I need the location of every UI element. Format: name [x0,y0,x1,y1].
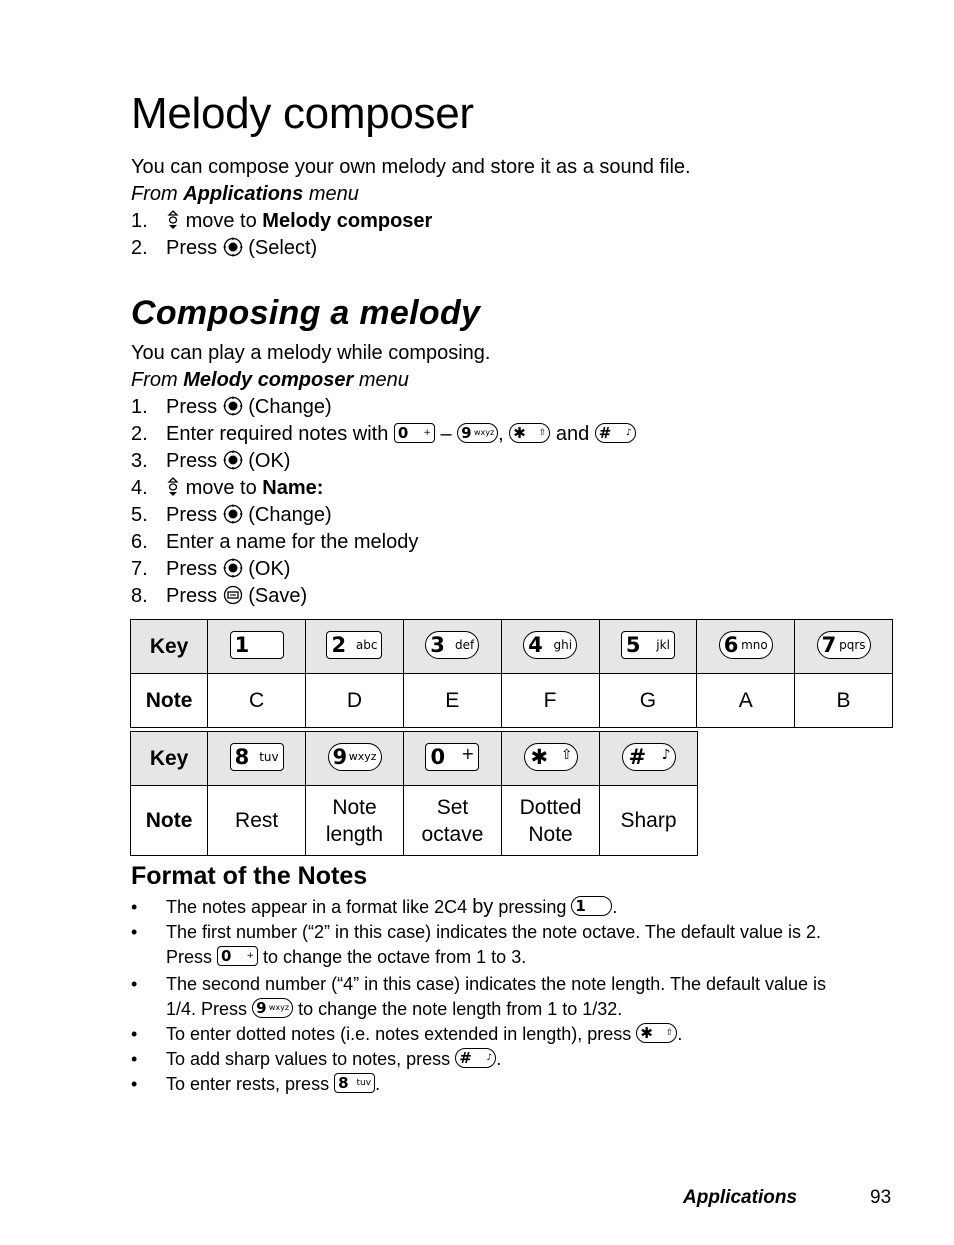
page-number: 93 [870,1187,892,1208]
select-key-icon [223,450,243,478]
composing-intro: You can play a melody while composing. [131,342,491,364]
list-item: • To enter rests, press 8 tuv . [131,1074,381,1094]
compose-step-8 [131,583,307,613]
step-action: (Save) [248,585,308,607]
key-cell [599,620,697,674]
note-cell: E [403,674,501,728]
step-target: Melody composer [262,210,433,232]
table-row [131,786,698,856]
key-hash-icon: # ♪ [455,1048,496,1068]
note-cell: A [697,674,795,728]
step-text: Enter a name for the melody [166,531,419,553]
key-cell [208,620,306,674]
step-number: 1. [131,396,148,418]
key-8-icon: 8 tuv [334,1073,375,1093]
step-text: Press [166,504,218,526]
from-menu-name: Applications [183,183,304,205]
step-action: (OK) [248,558,291,580]
note-cell-dotted: Dotted Note [502,786,600,856]
nav-key-icon [166,210,180,238]
step-text: Press [166,558,218,580]
note-cell: C [208,674,306,728]
key-cell [403,732,501,786]
step-number: 4. [131,477,148,499]
step-action: (OK) [248,450,291,472]
note-cell: B [795,674,893,728]
from-suffix: menu [308,183,359,205]
from-suffix: menu [358,369,409,391]
compose-step-1 [131,394,332,424]
list-item: • To add sharp values to notes, press # ♪ . [131,1049,502,1069]
intro-text: You can compose your own melody and store it as a sound file. [131,156,691,178]
notes-table-2 [130,731,698,856]
format-bullet-list [131,895,891,1097]
step-text: Press [166,450,218,472]
key-cell [306,732,404,786]
key-0-icon: 0 + [394,423,435,443]
from-melody-composer-menu [131,367,409,394]
key-8-icon: 8 tuv [230,743,284,771]
step-text: Press [166,585,218,607]
step-2 [131,235,317,265]
key-cell [697,620,795,674]
key-9-icon: 9 wxyz [457,423,498,443]
key-7-icon: 7 pqrs [817,631,871,659]
compose-step-7 [131,556,290,586]
table-row [131,674,893,728]
key-1-icon: 1 [230,631,284,659]
key-0-icon: 0 + [425,743,479,771]
step-text: move to [185,477,257,499]
list-item: • To enter dotted notes (i.e. notes extended in length), press ✱ ⇧ . [131,1024,683,1044]
key-cell [403,620,501,674]
from-applications-menu [131,181,359,208]
key-header: Key [131,732,208,786]
step-number: 2. [131,237,148,259]
key-star-icon: ✱ ⇧ [524,743,578,771]
note-header: Note [131,786,208,856]
key-cell [306,620,404,674]
select-key-icon [223,504,243,532]
list-item: • The notes appear in a format like 2C4 by pressing 1 . [131,896,618,918]
note-cell-length: Note length [306,786,404,856]
step-text: move to [185,210,257,232]
note-cell: F [501,674,599,728]
from-prefix: From [131,183,178,205]
key-cell [208,732,306,786]
section-heading-composing: Composing a melody [131,294,481,332]
compose-step-6 [131,529,418,556]
separator-comma: , [498,423,504,445]
step-number: 2. [131,423,148,445]
note-cell-octave: Set octave [403,786,501,856]
key-hash-icon: # ♪ [595,423,636,443]
note-header: Note [131,674,208,728]
key-4-icon: 4 ghi [523,631,577,659]
key-1-icon: 1 [571,896,612,916]
key-6-icon: 6 mno [719,631,773,659]
step-text: Enter required notes with [166,423,389,445]
note-cell: D [306,674,404,728]
key-cell [502,732,600,786]
nav-key-icon [166,477,180,505]
step-number: 5. [131,504,148,526]
step-number: 3. [131,450,148,472]
step-action: (Change) [248,504,332,526]
notes-table-1 [130,619,893,728]
key-star-icon: ✱ ⇧ [509,423,550,443]
step-text: Press [166,237,218,259]
soft-key-icon [223,585,243,613]
list-item: • The second number (“4” in this case) indicates the note length. The default value is 1/4. Press 9 wxyz to change the note length from 1 to 1/32. [131,974,827,1019]
key-0-icon: 0 + [217,946,258,966]
select-key-icon [223,396,243,424]
conjunction-and: and [555,423,590,445]
key-hash-icon: # ♪ [622,743,676,771]
key-header: Key [131,620,208,674]
range-dash: – [440,423,452,445]
section-heading-format: Format of the Notes [131,862,368,890]
key-9-icon: 9 wxyz [252,998,293,1018]
key-2-icon: 2 abc [326,631,382,659]
table-divider [130,727,893,728]
key-3-icon: 3 def [425,631,479,659]
compose-step-5 [131,502,332,532]
step-number: 1. [131,210,148,232]
step-number: 7. [131,558,148,580]
compose-step-2 [131,421,636,448]
note-cell-rest: Rest [208,786,306,856]
step-number: 6. [131,531,148,553]
step-action: (Change) [248,396,332,418]
note-cell: G [599,674,697,728]
from-menu-name: Melody composer [183,369,354,391]
table-row [131,732,698,786]
key-5-icon: 5 jkl [621,631,675,659]
key-cell [795,620,893,674]
from-prefix: From [131,369,178,391]
page-title: Melody composer [131,89,474,138]
key-cell [600,732,698,786]
key-star-icon: ✱ ⇧ [636,1023,677,1043]
select-key-icon [223,558,243,586]
note-cell-sharp: Sharp [600,786,698,856]
step-1 [131,208,432,238]
step-number: 8. [131,585,148,607]
step-text: Press [166,396,218,418]
step-target: Name: [262,477,324,499]
footer-section-name: Applications [683,1187,798,1208]
step-action: (Select) [248,237,318,259]
key-9-icon: 9 wxyz [328,743,382,771]
select-key-icon [223,237,243,265]
compose-step-4 [131,475,323,505]
table-row [131,620,893,674]
key-cell [501,620,599,674]
compose-step-3 [131,448,290,478]
list-item: • The first number (“2” in this case) indicates the note octave. The default value is 2. Press 0 + to change the octave from 1 to 3. [131,922,821,967]
